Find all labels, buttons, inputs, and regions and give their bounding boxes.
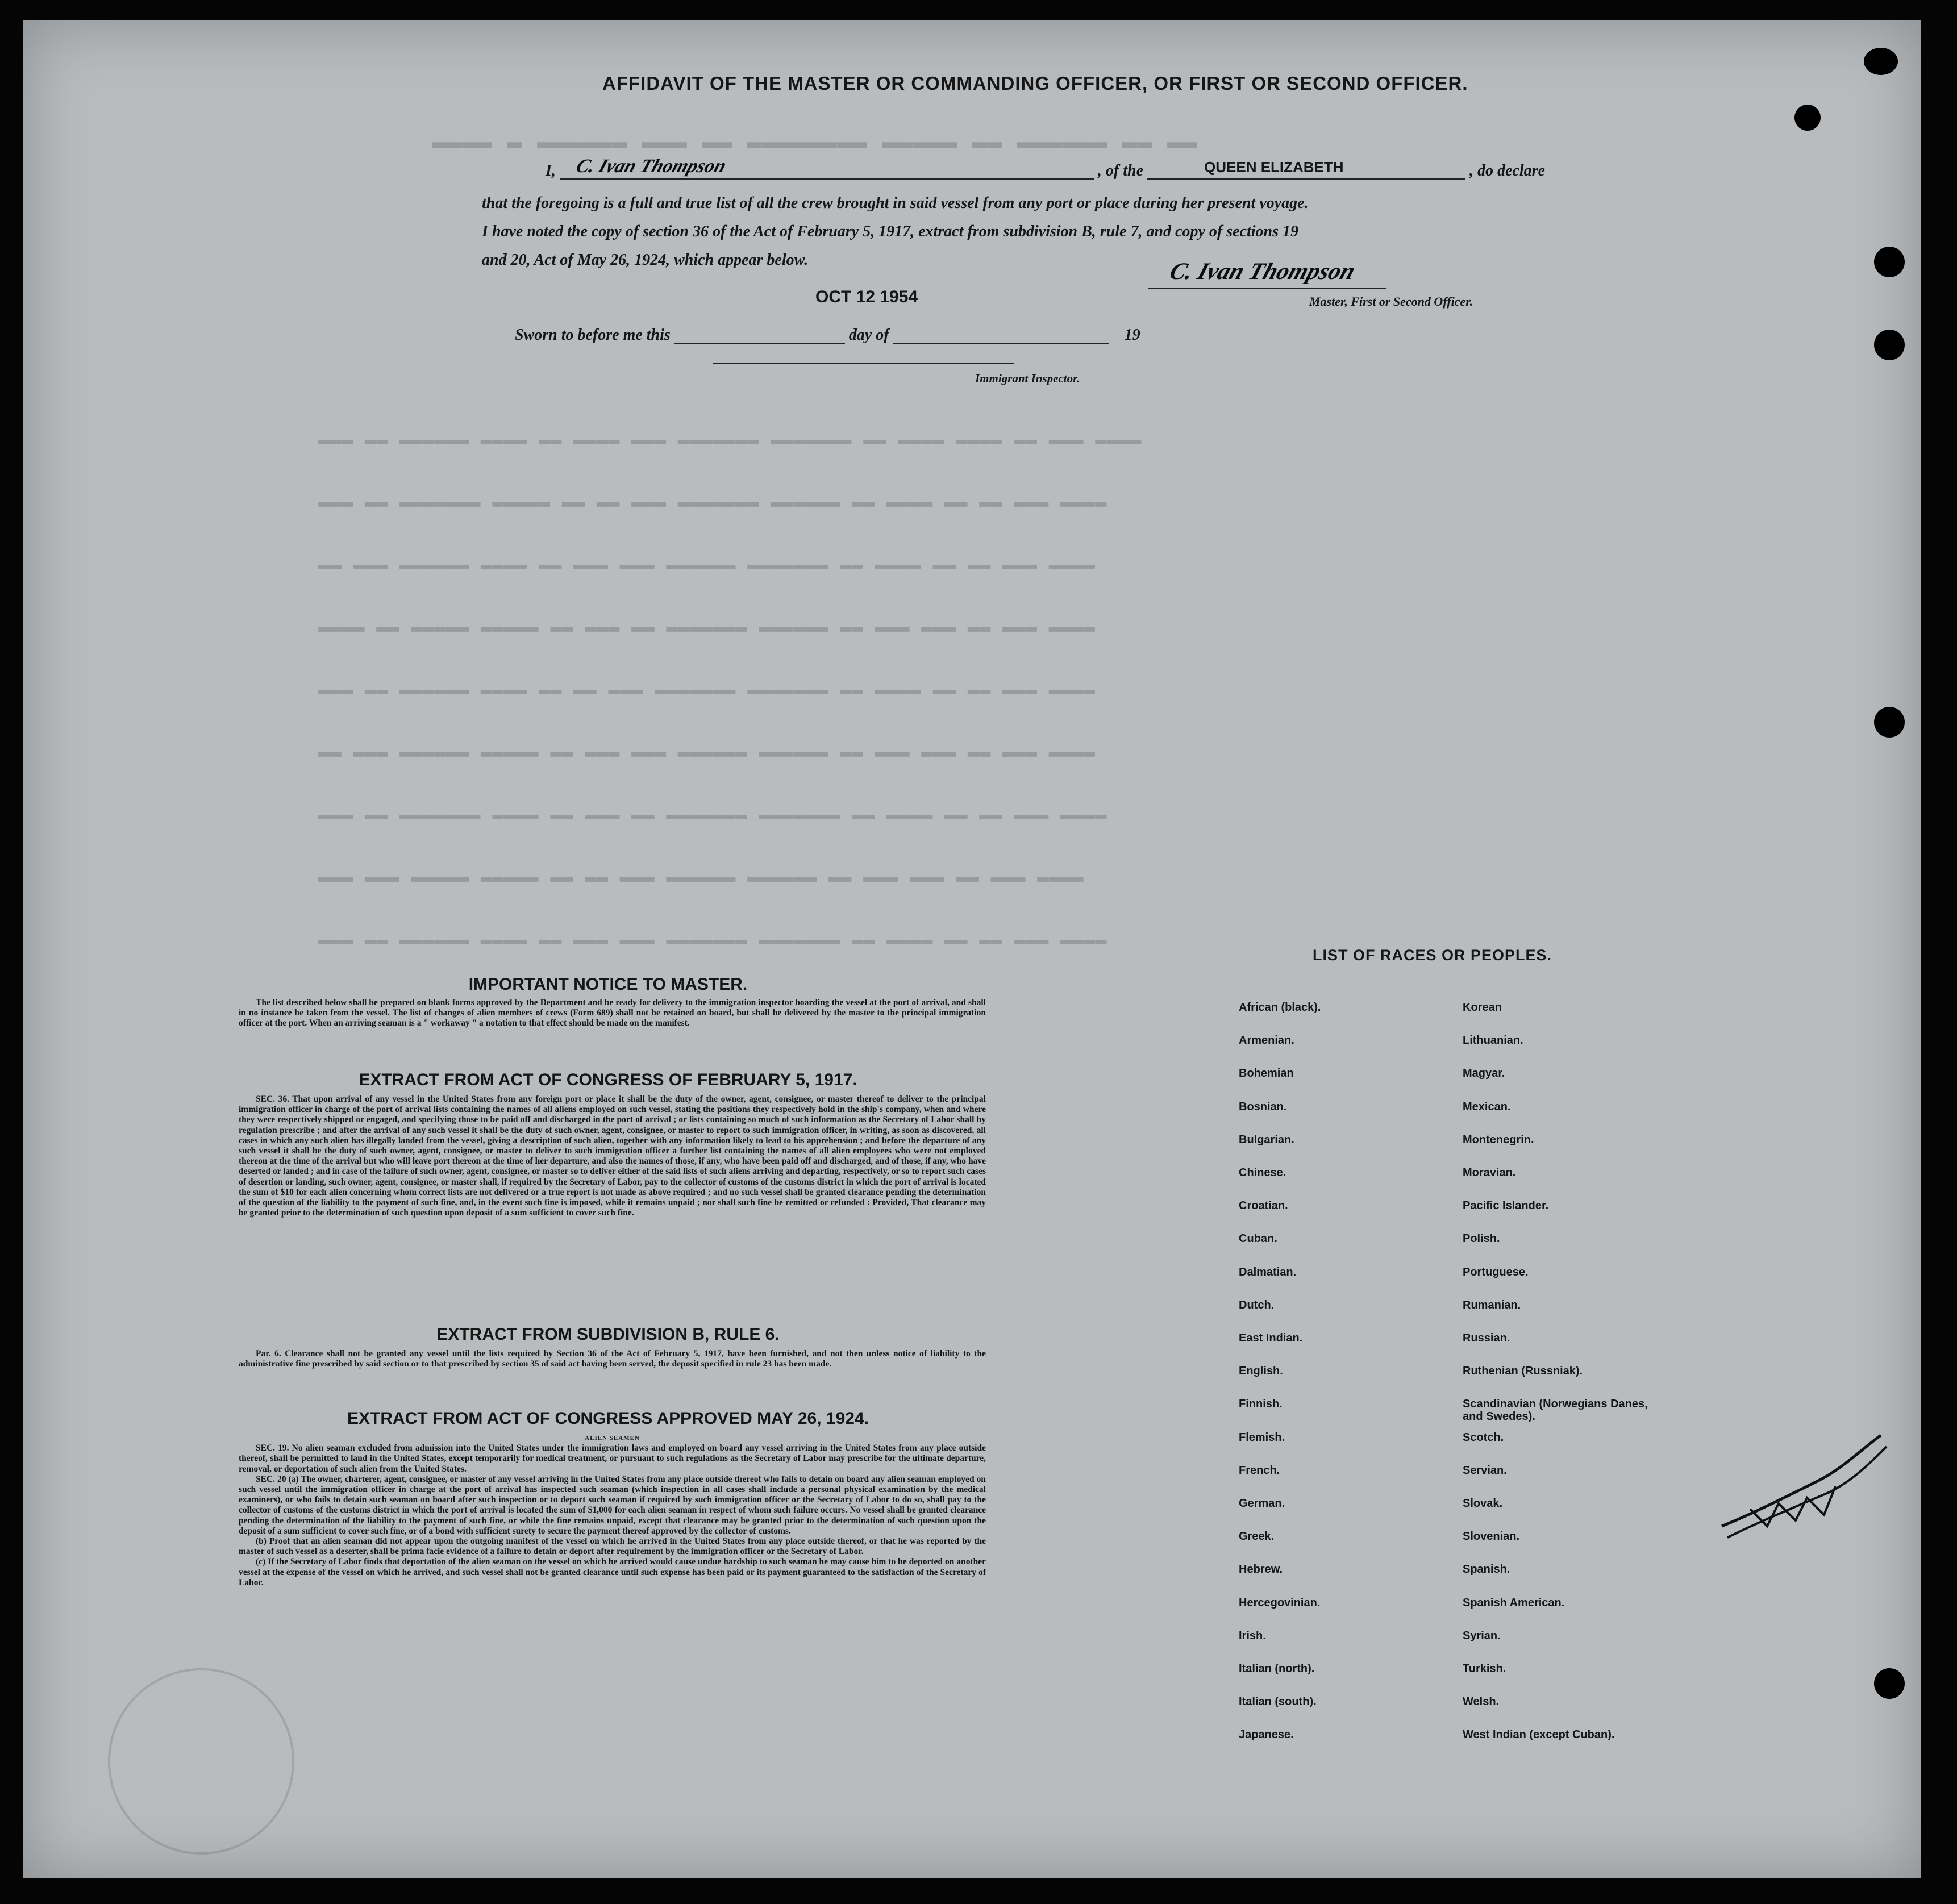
race-item: African (black). xyxy=(1239,1001,1321,1014)
race-item: Servian. xyxy=(1463,1464,1507,1477)
affidavit-line-4: and 20, Act of May 26, 1924, which appear below. xyxy=(482,251,809,269)
race-item: Italian (south). xyxy=(1239,1695,1317,1709)
race-item: Italian (north). xyxy=(1239,1663,1315,1675)
race-item: Armenian. xyxy=(1239,1034,1294,1047)
punch-hole xyxy=(1864,48,1898,75)
race-item: Lithuanian. xyxy=(1463,1034,1523,1047)
bleed-through-row: ▬▬▬▬ ▬▬▬ ▬▬ ▬▬▬ ▬▬▬ ▬▬ ▬▬▬▬▬▬ ▬▬▬▬▬▬ ▬▬▬ ▬▬▬ ▬▬ ▬▬▬▬▬ ▬▬▬▬▬▬ ▬▬▬ ▬▬ xyxy=(318,742,1096,764)
race-item: Pacific Islander. xyxy=(1463,1199,1549,1213)
punch-hole xyxy=(1874,330,1905,360)
notice-title: IMPORTANT NOTICE TO MASTER. xyxy=(468,975,748,994)
section-19-paragraph: SEC. 19. No alien seaman excluded from admission into the United States under the immigration laws and employed on board any vessel arriving in the United States from any place outside thereof, shall be permitted to land in the United States, except temporarily for medical treatment, or pursuant to such regulations as the Secretary of Labor may prescribe for the ultimate departure, removal, or deportation of such alien from the United States. xyxy=(239,1443,986,1474)
master-caption: Master, First or Second Officer. xyxy=(1309,294,1473,309)
race-item: Irish. xyxy=(1239,1629,1266,1642)
punch-hole xyxy=(1874,1668,1905,1699)
notice-paragraph: The list described below shall be prepared on blank forms approved by the Department and be ready for delivery to the immigration inspector boarding the vessel at the port of arrival, and shall in no instance be taken from the vessel. The list of changes of alien members of crews (Form 689) shall not be retained on board, but shall be delivered by the master to the principal immigration officer at the port. When an arriving seaman is a " workaway " a notation to that effect should be made on the manifest. xyxy=(239,998,986,1028)
bleed-through-row: ▬▬▬▬ ▬▬▬ ▬▬ ▬▬▬▬ ▬▬▬▬ ▬▬ ▬▬▬▬▬▬▬ ▬▬▬▬▬▬▬ ▬▬▬ ▬▬▬▬ ▬▬ ▬▬▬▬ ▬▬▬▬▬▬ ▬▬ ▬▬▬ xyxy=(318,430,1142,451)
race-item: Welsh. xyxy=(1463,1695,1500,1709)
section-36-paragraph: SEC. 36. That upon arrival of any vessel in the United States from any foreign port or place it shall be the duty of the owner, agent, consignee, or master thereof to deliver to the principal immigration officer in charge of the port of arrival lists containing the names of all aliens employed on such vessel, stating the positions they respectively hold in the ship's company, when and where they were respectively shipped or engaged, and specifying those to be paid off and discharged in the port of arrival ; or lists containing so much of such information as the Secretary of Labor shall by regulation prescribe ; and after the arrival of any such vessel it shall be the duty of such owner, agent, consignee, or master to report to such immigration officer, in writing, as soon as discovered, all cases in which any such alien has illegally landed from the vessel, giving a description of such alien, together with any information likely to lead to his apprehension ; and before the departure of any such vessel it shall be the duty of such owner, agent, consignee, or master to deliver to such immigration officer a further list containing the names of all alien employees who were not employed thereon at the time of the arrival but who will leave port thereon at the time of her departure, and also the names of those, if any, who have been paid off and discharged, and of those, if any, who have deserted or landed ; and in case of the failure of such owner, agent, consignee, or master so to deliver either of the said lists of such aliens arriving and departing, respectively, or so to report such cases of desertion or landing, such owner, agent, consignee, or master shall, if required by the Secretary of Labor, pay to the collector of customs of the customs district in which the port of arrival is located the sum of $10 for each alien concerning whom correct lists are not delivered or a true report is not made as above required ; and no such vessel shall be granted clearance pending the determination of the question of the liability to the payment of such fine, and, in the event such fine is imposed, while it remains unpaid ; nor shall such fine be remitted or refunded : Provided, That clearance may be granted prior to the determination of such question upon deposit of a sum sufficient to cover such fine. xyxy=(239,1094,986,1218)
section-20a-paragraph: SEC. 20 (a) The owner, charterer, agent, consignee, or master of any vessel arriving in the United States from any place outside thereof who fails to detain on board any alien seaman employed on such vessel until the immigration officer in charge at the port of arrival has inspected such seaman (which inspection in all cases shall include a personal physical examination by the medical examiners), or who fails to detain such seaman on board after such inspection or to deport such seaman if required by such immigration officer or the Secretary of Labor to do so, shall pay to the collector of customs of the customs district in which the port of arrival is located the sum of $1,000 for each alien seaman in respect of whom such failure occurs. No vessel shall be granted clearance pending the determination of the liability to the payment of such fine, or while the fine remains unpaid, except that clearance may be granted prior to the determination of such question upon the deposit of a sum sufficient to cover such fine, or of a bond with sufficient surety to secure the payment thereof approved by the collector of customs. xyxy=(239,1474,986,1536)
race-item: Korean xyxy=(1463,1001,1502,1014)
race-item: Hebrew. xyxy=(1239,1563,1283,1576)
bleed-through-row: ▬▬▬▬ ▬▬▬ ▬▬ ▬▬ ▬▬▬▬ ▬▬ ▬▬▬▬▬▬▬ ▬▬▬▬▬▬▬ ▬▬ ▬▬▬ ▬▬ ▬▬▬▬ ▬▬▬▬▬▬▬ ▬▬ ▬▬▬ xyxy=(318,805,1107,826)
race-item: Turkish. xyxy=(1463,1663,1506,1675)
race-item: Japanese. xyxy=(1239,1728,1294,1741)
embossed-seal xyxy=(108,1668,294,1855)
race-item: Rumanian. xyxy=(1463,1298,1521,1311)
race-item: Bosnian. xyxy=(1239,1100,1287,1113)
extract-1917-body xyxy=(239,1094,986,1218)
race-item: Slovak. xyxy=(1463,1497,1503,1510)
race-item: Cuban. xyxy=(1239,1232,1277,1245)
bleed-through-row: ▬▬▬▬ ▬▬▬ ▬▬ ▬▬▬ ▬▬▬ ▬▬ ▬▬▬▬▬▬ ▬▬▬▬▬▬ ▬▬▬ ▬▬ ▬▬ ▬▬▬▬▬ ▬▬▬▬▬ ▬▬▬ ▬▬▬ xyxy=(318,867,1084,889)
sworn-day-field xyxy=(674,343,845,344)
signature-line xyxy=(1148,288,1386,289)
sworn-year-label: 19 xyxy=(1124,326,1140,344)
vessel-field xyxy=(1147,161,1465,180)
inspector-caption: Immigrant Inspector. xyxy=(975,372,1080,385)
sworn-month-field xyxy=(893,343,1109,344)
extract-1924-body xyxy=(239,1433,986,1588)
race-item: Syrian. xyxy=(1463,1629,1501,1642)
affidavit-line-1 xyxy=(546,156,1545,180)
races-title: LIST OF RACES OR PEOPLES. xyxy=(1313,947,1552,964)
race-item: Portuguese. xyxy=(1463,1265,1529,1278)
race-item: Chinese. xyxy=(1239,1166,1286,1179)
race-item: Mexican. xyxy=(1463,1100,1511,1113)
bleed-through-heading: ▬▬ ▬▬ ▬▬▬▬▬▬ ▬▬ ▬▬▬▬▬ ▬▬▬▬▬▬▬▬ ▬▬ ▬▬▬ ▬▬▬▬▬▬ ▬ ▬▬▬▬ xyxy=(432,128,1197,157)
section-20c-paragraph: (c) If the Secretary of Labor finds that deportation of the alien seaman on the vessel on which he arrived would cause undue hardship to such seaman he may cause him to be deported on another vessel at the expense of the vessel on which he arrived, and such vessel shall not be granted clearance until such expense has been paid or its payment guaranteed to the satisfaction of the Secretary of Labor. xyxy=(239,1557,986,1588)
date-stamp: OCT 12 1954 xyxy=(815,288,918,306)
race-item: Spanish. xyxy=(1463,1563,1510,1576)
race-item: Bulgarian. xyxy=(1239,1133,1294,1146)
punch-hole xyxy=(1794,105,1821,131)
affidavit-line-3: I have noted the copy of section 36 of the Act of February 5, 1917, extract from subdivision B, rule 7, and copy of sections 19 xyxy=(482,223,1299,240)
race-item: Bohemian xyxy=(1239,1067,1294,1080)
bleed-through-row: ▬▬▬▬ ▬▬▬ ▬▬ ▬▬ ▬▬▬▬ ▬▬ ▬▬▬▬▬▬▬ ▬▬▬▬▬▬▬ ▬▬▬ ▬▬▬ ▬▬ ▬▬▬▬ ▬▬▬▬▬▬ ▬▬ ▬▬▬ xyxy=(318,930,1107,951)
subdivision-title: EXTRACT FROM SUBDIVISION B, RULE 6. xyxy=(436,1325,780,1344)
handwritten-mark xyxy=(1716,1430,1898,1549)
affidavit-suffix: , do declare xyxy=(1469,162,1545,180)
signer-name: C. Ivan Thompson xyxy=(573,156,729,177)
race-item: West Indian (except Cuban). xyxy=(1463,1728,1615,1741)
signer-name-field xyxy=(560,156,1094,180)
inspector-signature-line xyxy=(713,363,1014,364)
race-item: Flemish. xyxy=(1239,1431,1285,1444)
alien-seamen-subtitle: ALIEN SEAMEN xyxy=(585,1435,640,1441)
punch-hole xyxy=(1874,247,1905,277)
sworn-line xyxy=(515,326,1140,344)
bleed-through-row: ▬▬▬▬ ▬▬▬ ▬▬ ▬▬ ▬▬▬▬ ▬▬ ▬▬▬▬▬▬ ▬▬▬▬▬▬▬ ▬▬▬ ▬▬ ▬▬ ▬▬▬▬▬ ▬▬▬▬▬▬▬ ▬▬ ▬▬▬ xyxy=(318,492,1107,514)
vessel-name: QUEEN ELIZABETH xyxy=(1204,159,1344,176)
race-item: Russian. xyxy=(1463,1332,1510,1344)
notice-body xyxy=(239,998,986,1029)
race-item: Dalmatian. xyxy=(1239,1265,1297,1278)
paragraph-6: Par. 6. Clearance shall not be granted any vessel until the lists required by Section 36 of the Act of February 5, 1917, have been furnished, and not then unless notice of liability to the administrative fine prescribed by said section or to that prescribed by section 35 of said act having been served, the deposit specified in rule 23 has been made. xyxy=(239,1349,986,1369)
race-item: Polish. xyxy=(1463,1232,1500,1245)
master-signature: C. Ivan Thompson xyxy=(1166,259,1359,285)
race-item: Scotch. xyxy=(1463,1431,1504,1444)
race-item: Dutch. xyxy=(1239,1298,1275,1311)
race-item: Montenegrin. xyxy=(1463,1133,1534,1146)
affidavit-title: AFFIDAVIT OF THE MASTER OR COMMANDING OFFICER, OR FIRST OR SECOND OFFICER. xyxy=(602,73,1468,94)
manifest-sheet xyxy=(23,20,1921,1878)
race-item: Scandinavian (Norwegians Danes, and Swedes). xyxy=(1463,1398,1648,1423)
affidavit-mid: , of the xyxy=(1097,162,1144,180)
sworn-day-label: day of xyxy=(848,326,889,344)
section-20b-paragraph: (b) Proof that an alien seaman did not appear upon the outgoing manifest of the vessel on which he arrived in the United States from any place outside thereof, or that he was reported by the master of such vessel as a deserter, shall be prima facie evidence of a failure to detain or deport after requirement by the immigration officer or the Secretary of Labor. xyxy=(239,1536,986,1557)
race-item: Moravian. xyxy=(1463,1166,1516,1179)
race-item: Magyar. xyxy=(1463,1067,1505,1080)
race-item: Spanish American. xyxy=(1463,1596,1565,1609)
race-item: German. xyxy=(1239,1497,1285,1510)
race-item: Hercegovinian. xyxy=(1239,1596,1321,1609)
bleed-through-row: ▬▬▬▬ ▬▬▬ ▬▬ ▬▬▬ ▬▬▬ ▬▬ ▬▬▬▬▬▬ ▬▬▬▬▬▬▬ ▬▬ ▬▬▬ ▬▬ ▬▬▬▬▬ ▬▬▬▬▬ ▬▬ ▬▬▬▬ xyxy=(318,617,1096,639)
affidavit-line-2: that the foregoing is a full and true list of all the crew brought in said vessel from any port or place during her present voyage. xyxy=(482,194,1309,212)
race-item: English. xyxy=(1239,1365,1283,1378)
punch-hole xyxy=(1874,707,1905,738)
extract-1924-title: EXTRACT FROM ACT OF CONGRESS APPROVED MAY 26, 1924. xyxy=(347,1409,869,1428)
race-item: Greek. xyxy=(1239,1530,1275,1543)
race-item: French. xyxy=(1239,1464,1280,1477)
race-item: Finnish. xyxy=(1239,1398,1283,1411)
race-item: Slovenian. xyxy=(1463,1530,1520,1543)
bleed-through-row: ▬▬▬▬ ▬▬▬ ▬▬ ▬▬ ▬▬▬▬ ▬▬ ▬▬▬▬▬▬▬ ▬▬▬▬▬▬ ▬▬▬ ▬▬▬ ▬▬ ▬▬▬▬ ▬▬▬▬▬▬ ▬▬▬ ▬▬ xyxy=(318,555,1096,576)
race-item: Ruthenian (Russniak). xyxy=(1463,1365,1583,1378)
race-item: Croatian. xyxy=(1239,1199,1288,1213)
race-item: East Indian. xyxy=(1239,1332,1303,1344)
bleed-through-row: ▬▬▬▬ ▬▬▬ ▬▬ ▬▬ ▬▬▬▬ ▬▬ ▬▬▬▬▬▬▬ ▬▬▬▬▬▬▬ ▬▬▬ ▬▬ ▬▬ ▬▬▬▬ ▬▬▬▬▬▬ ▬▬ ▬▬▬ xyxy=(318,680,1096,701)
affidavit-prefix: I, xyxy=(546,162,556,180)
extract-1917-title: EXTRACT FROM ACT OF CONGRESS OF FEBRUARY 5, 1917. xyxy=(359,1070,857,1089)
sworn-prefix: Sworn to before me this xyxy=(515,326,671,344)
subdivision-body xyxy=(239,1349,986,1369)
